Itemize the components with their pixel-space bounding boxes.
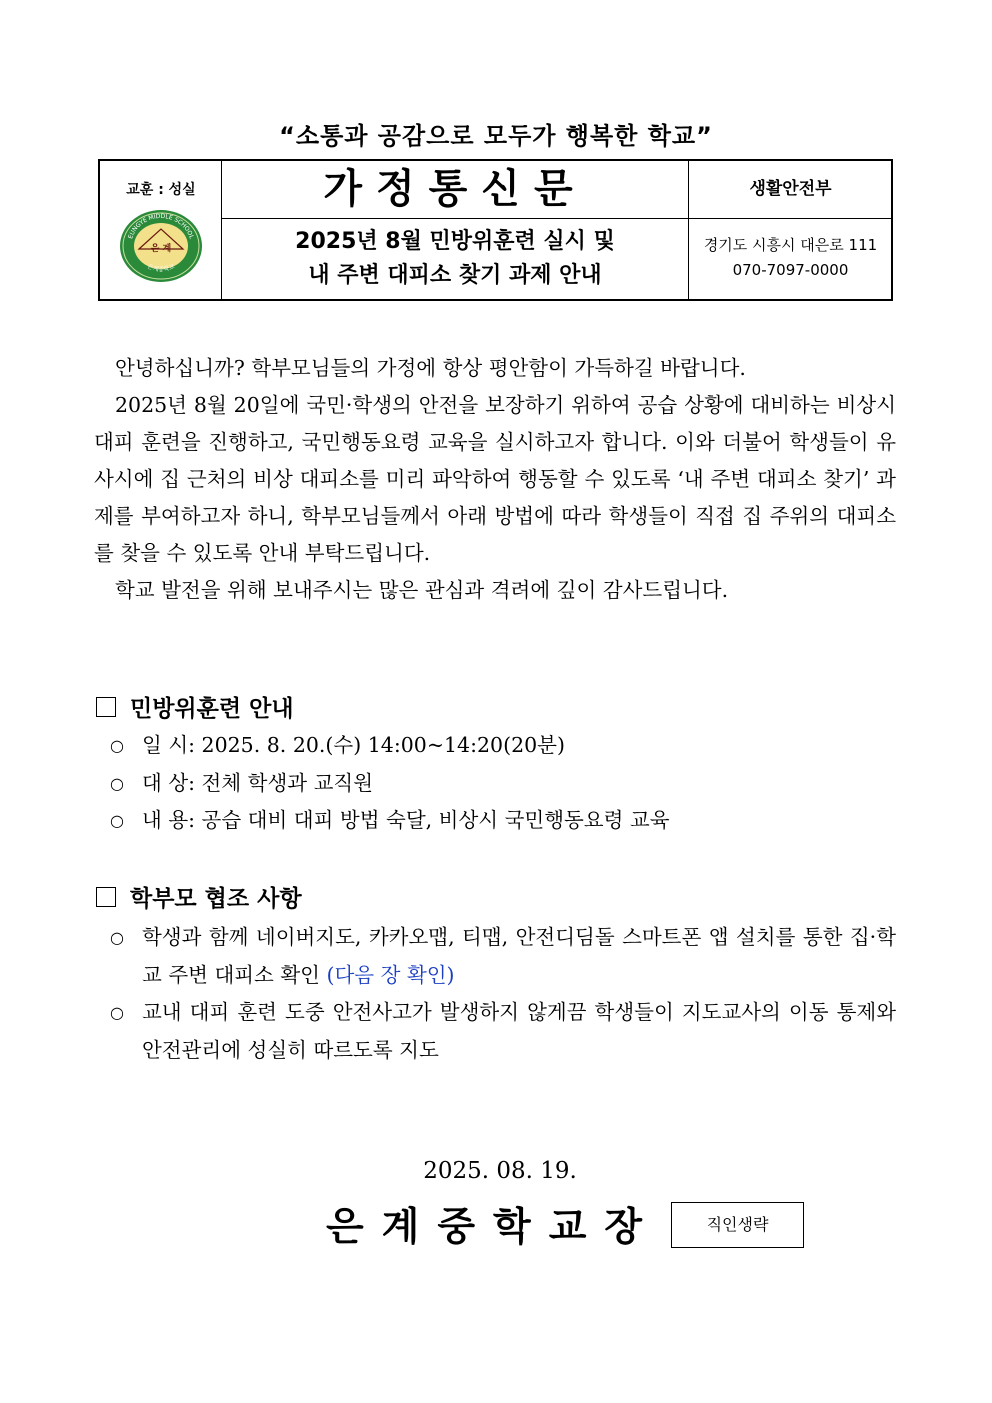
school-motto-label: 교훈 : 성실 — [126, 182, 196, 198]
header-table — [98, 159, 893, 301]
letter-body — [94, 350, 896, 609]
document-title: 가정통신문 — [323, 166, 587, 212]
list-item: ○ 학생과 함께 네이버지도, 카카오맵, 티맵, 안전디딤돌 스마트폰 앱 설치를 통한 집·학교 주변 대피소 확인 (다음 장 확인) — [110, 919, 896, 994]
school-motto-cell — [100, 161, 222, 299]
greeting-paragraph: 안녕하십니까? 학부모님들의 가정에 항상 평안함이 가득하길 바랍니다. — [115, 356, 746, 380]
section-parent-cooperation — [96, 880, 302, 913]
issue-date: 2025. 08. 19. — [423, 1158, 577, 1184]
school-address: 경기도 시흥시 대은로 111 — [703, 236, 878, 254]
emblem-ring-text-top: EUNGYE MIDDLE SCHOOL — [127, 212, 195, 240]
department-name: 생활안전부 — [749, 179, 832, 199]
section-heading: 민방위훈련 안내 — [130, 696, 294, 722]
checkbox-square-icon — [96, 697, 116, 717]
school-motto-banner: “소통과 공감으로 모두가 행복한 학교” — [279, 122, 713, 150]
main-paragraph: 2025년 8월 20일에 국민·학생의 안전을 보장하기 위하여 공습 상황에 대비하는 비상시 대피 훈련을 진행하고, 국민행동요령 교육을 실시하고자 합니다. 이와 더불어 학생들이 유사시에 집 근처의 비상 대피소를 미리 파악하여 행동할 수 있도록 ‘내 주변 대피소 찾기’ 과제를 부여하고자 하니, 학부모님들께서 아래 방법에 따라 학생들이 직접 집 주위의 대피소를 찾을 수 있도록 안내 부탁드립니다. — [94, 393, 896, 565]
principal-signature: 은계중학교장 — [326, 1205, 661, 1250]
circle-bullet-icon: ○ — [110, 1003, 124, 1022]
section-drill-info — [96, 690, 294, 723]
subtitle-line-1: 2025년 8월 민방위훈련 실시 및 — [295, 229, 615, 254]
circle-bullet-icon: ○ — [110, 736, 124, 755]
school-contact — [689, 219, 892, 299]
emblem-ring-text-bottom: 은계중학교 — [146, 263, 176, 274]
list-item: ○ 일 시: 2025. 8. 20.(수) 14:00~14:20(20분) — [110, 727, 896, 765]
circle-bullet-icon: ○ — [110, 773, 124, 793]
circle-bullet-icon: ○ — [110, 928, 124, 947]
document-subtitle — [222, 219, 688, 299]
list-item: ○ 교내 대피 훈련 도중 안전사고가 발생하지 않게끔 학생들이 지도교사의 이동 통제와 안전관리에 성실히 따르도록 지도 — [110, 994, 896, 1069]
next-page-note: (다음 장 확인) — [326, 962, 455, 987]
list-item: ○ 대 상: 전체 학생과 교직원 — [110, 765, 896, 803]
subtitle-line-2: 내 주변 대피소 찾기 과제 안내 — [308, 263, 602, 288]
seal-omitted-box: 직인생략 — [671, 1202, 804, 1248]
section-heading: 학부모 협조 사항 — [130, 886, 302, 912]
drill-info-list — [110, 727, 896, 840]
checkbox-square-icon — [96, 887, 116, 907]
school-emblem-icon — [119, 209, 203, 283]
parent-cooperation-list — [110, 919, 896, 1069]
circle-bullet-icon: ○ — [110, 811, 124, 830]
list-item: ○ 내 용: 공습 대비 대피 방법 숙달, 비상시 국민행동요령 교육 — [110, 802, 896, 840]
closing-paragraph: 학교 발전을 위해 보내주시는 많은 관심과 격려에 깊이 감사드립니다. — [115, 578, 729, 602]
school-phone: 070-7097-0000 — [732, 261, 849, 279]
emblem-center-text: 은 계 — [150, 244, 172, 254]
